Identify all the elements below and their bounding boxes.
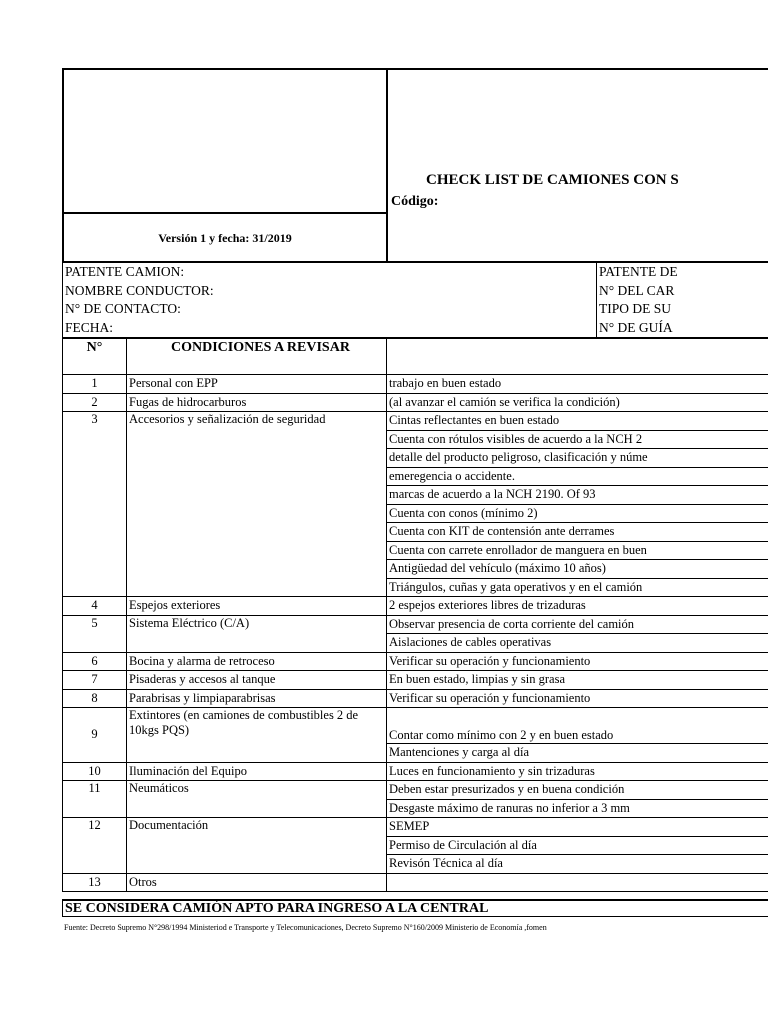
row-number: 4: [63, 597, 127, 616]
row-number: 6: [63, 652, 127, 671]
col-cond-header: CONDICIONES A REVISAR: [127, 339, 387, 375]
row-check: Contar como mínimo con 2 y en buen estado: [387, 708, 768, 744]
row-check: marcas de acuerdo a la NCH 2190. Of 93: [387, 486, 768, 505]
row-check: Mantenciones y carga al día: [387, 744, 768, 763]
row-check: Luces en funcionamiento y sin trizaduras: [387, 762, 768, 781]
row-number: 1: [63, 375, 127, 394]
version-label: Versión 1 y fecha: 31/2019: [64, 214, 388, 263]
row-item: Documentación: [127, 818, 387, 874]
table-row: [63, 818, 768, 837]
row-check: Revisón Técnica al día: [387, 855, 768, 874]
row-item: Otros: [127, 873, 387, 892]
numero-del-car-label: N° DEL CAR: [599, 282, 675, 298]
row-item: Fugas de hidrocarburos: [127, 393, 387, 412]
patente-camion-label: PATENTE CAMION:: [65, 264, 185, 279]
row-check: Verificar su operación y funcionamiento: [387, 689, 768, 708]
patente-de-label: PATENTE DE: [599, 264, 678, 279]
checklist-table: [62, 338, 768, 892]
row-check: Cuenta con rótulos visibles de acuerdo a la NCH 2: [387, 430, 768, 449]
table-row: [63, 689, 768, 708]
row-check: Cuenta con carrete enrollador de manguera en buen: [387, 541, 768, 560]
table-row: [63, 412, 768, 431]
logo-placeholder: [64, 70, 388, 214]
table-row: [63, 708, 768, 744]
row-number: 12: [63, 818, 127, 874]
document-header: [62, 68, 768, 263]
code-label: Código:: [391, 194, 439, 209]
vehicle-info-left: [65, 263, 593, 337]
row-check: Triángulos, cuñas y gata operativos y en el camión: [387, 578, 768, 597]
fecha-label: FECHA:: [65, 319, 114, 335]
row-item: Accesorios y señalización de seguridad: [127, 412, 387, 597]
row-item: Parabrisas y limpiaparabrisas: [127, 689, 387, 708]
row-check: SEMEP: [387, 818, 768, 837]
numero-contacto-label: N° DE CONTACTO:: [65, 301, 181, 316]
row-check: Observar presencia de corta corriente del camión: [387, 615, 768, 634]
row-check: Cuenta con KIT de contensión ante derrames: [387, 523, 768, 542]
row-item: Extintores (en camiones de combustibles 2 de 10kgs PQS): [127, 708, 387, 763]
table-row: [63, 615, 768, 634]
nombre-conductor-label: NOMBRE CONDUCTOR:: [65, 282, 214, 298]
row-check: Permiso de Circulación al día: [387, 836, 768, 855]
table-row: [63, 652, 768, 671]
row-number: 9: [63, 708, 127, 763]
table-row: [63, 781, 768, 800]
row-check: trabajo en buen estado: [387, 375, 768, 394]
row-check: Aislaciones de cables operativas: [387, 634, 768, 653]
row-check: Deben estar presurizados y en buena condición: [387, 781, 768, 800]
row-check: Cintas reflectantes en buen estado: [387, 412, 768, 431]
row-check: En buen estado, limpias y sin grasa: [387, 671, 768, 690]
row-check: Antigüedad del vehículo (máximo 10 años): [387, 560, 768, 579]
document-title: CHECK LIST DE CAMIONES CON S: [426, 172, 679, 188]
row-number: 5: [63, 615, 127, 652]
col-check-header: [387, 339, 768, 375]
row-check: 2 espejos exteriores libres de trizaduras: [387, 597, 768, 616]
row-item: Espejos exteriores: [127, 597, 387, 616]
source-note: Fuente: Decreto Supremo N°298/1994 Ministeriod e Transporte y Telecomunicaciones, Decreto Supremo N°160/2009 Ministerio de Economía ,fomen: [64, 923, 547, 932]
table-row: [63, 375, 768, 394]
row-item: Bocina y alarma de retroceso: [127, 652, 387, 671]
table-header: [63, 339, 768, 375]
row-check: Cuenta con conos (mínimo 2): [387, 504, 768, 523]
row-number: 10: [63, 762, 127, 781]
row-check: Desgaste máximo de ranuras no inferior a 3 mm: [387, 799, 768, 818]
row-number: 13: [63, 873, 127, 892]
table-row: [63, 393, 768, 412]
row-number: 3: [63, 412, 127, 597]
table-row: [63, 597, 768, 616]
row-item: Neumáticos: [127, 781, 387, 818]
col-num-header: N°: [63, 339, 127, 375]
row-item: Sistema Eléctrico (C/A): [127, 615, 387, 652]
apto-statement: SE CONSIDERA CAMIÓN APTO PARA INGRESO A LA CENTRAL: [62, 899, 768, 917]
tipo-de-su-label: TIPO DE SU: [599, 301, 672, 316]
row-item: Personal con EPP: [127, 375, 387, 394]
vehicle-info-right: [596, 263, 768, 337]
row-number: 7: [63, 671, 127, 690]
numero-de-guia-label: N° DE GUÍA: [599, 319, 673, 335]
row-check: (al avanzar el camión se verifica la condición): [387, 393, 768, 412]
row-number: 2: [63, 393, 127, 412]
table-row: [63, 873, 768, 892]
row-number: 11: [63, 781, 127, 818]
row-check: emeregencia o accidente.: [387, 467, 768, 486]
table-row: [63, 762, 768, 781]
row-item: Iluminación del Equipo: [127, 762, 387, 781]
vehicle-info: [62, 263, 768, 338]
row-item: Pisaderas y accesos al tanque: [127, 671, 387, 690]
row-check: [387, 873, 768, 892]
row-check: Verificar su operación y funcionamiento: [387, 652, 768, 671]
row-check: detalle del producto peligroso, clasificación y núme: [387, 449, 768, 468]
row-number: 8: [63, 689, 127, 708]
table-row: [63, 671, 768, 690]
